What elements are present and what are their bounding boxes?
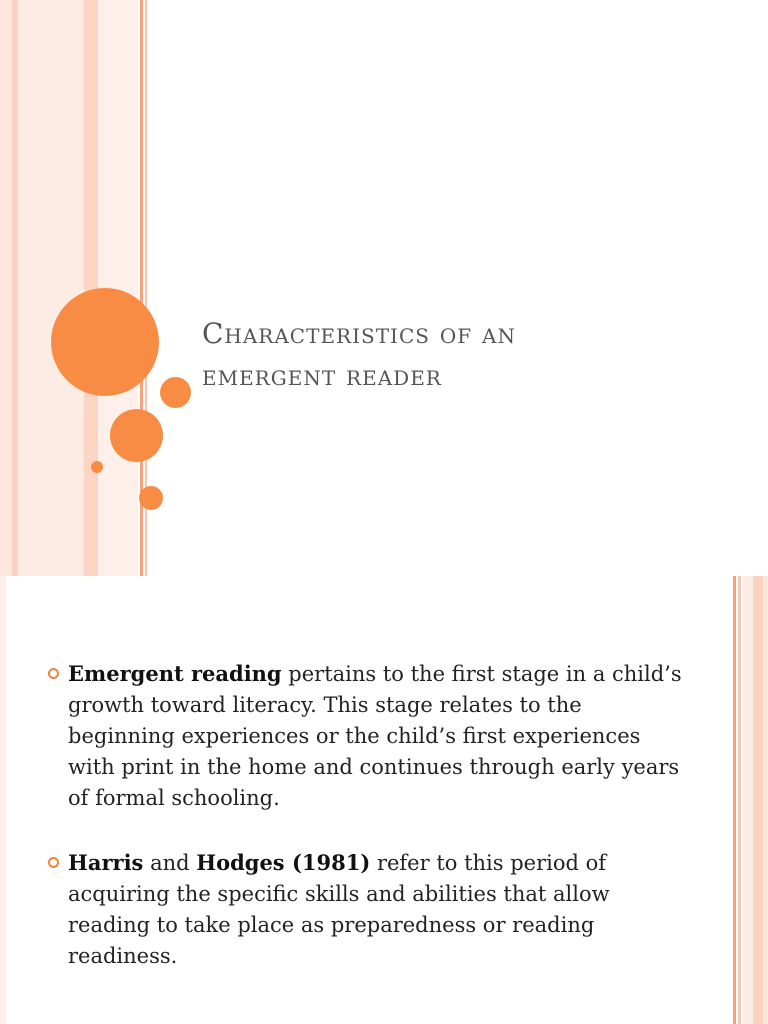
bullet-author-1: Harris xyxy=(68,850,144,875)
bullet-circle-icon xyxy=(48,668,59,679)
decorative-stripe xyxy=(0,0,12,576)
bullet-item xyxy=(48,847,688,972)
bullet-text: pertains to the first stage in a child’s growth toward literacy. This stage relates to the beginning experiences or the child’s first experiences with print in the home and continues through early years of formal schooling. xyxy=(68,662,682,810)
decorative-stripe xyxy=(733,576,736,1024)
decorative-circle-tiny xyxy=(91,461,103,473)
bullet-list xyxy=(48,658,688,972)
decorative-circle-small xyxy=(139,486,163,510)
slide-content xyxy=(0,576,768,1024)
bullet-conjunction: and xyxy=(143,851,197,875)
decorative-circle-small xyxy=(160,377,191,408)
decorative-circle-large xyxy=(51,288,159,396)
bullet-item xyxy=(48,658,688,814)
title-line-2: emergent reader xyxy=(202,359,442,392)
bullet-circle-icon xyxy=(48,857,59,868)
slide-title-text xyxy=(202,313,682,397)
decorative-circle-medium xyxy=(110,409,163,462)
bullet-text: refer to this period of acquiring the specific skills and abilities that allow reading to take place as preparedness or reading readiness. xyxy=(68,851,610,968)
title-line-1: Characteristics of an xyxy=(202,317,516,350)
bullet-author-2: Hodges (1981) xyxy=(196,850,371,875)
bullet-term: Emergent reading xyxy=(68,661,282,686)
decorative-stripe xyxy=(18,0,84,576)
decorative-stripe xyxy=(753,576,763,1024)
decorative-stripe xyxy=(0,576,6,1024)
decorative-stripe xyxy=(743,576,753,1024)
decorative-stripe xyxy=(763,576,768,1024)
decorative-stripe xyxy=(738,576,741,1024)
